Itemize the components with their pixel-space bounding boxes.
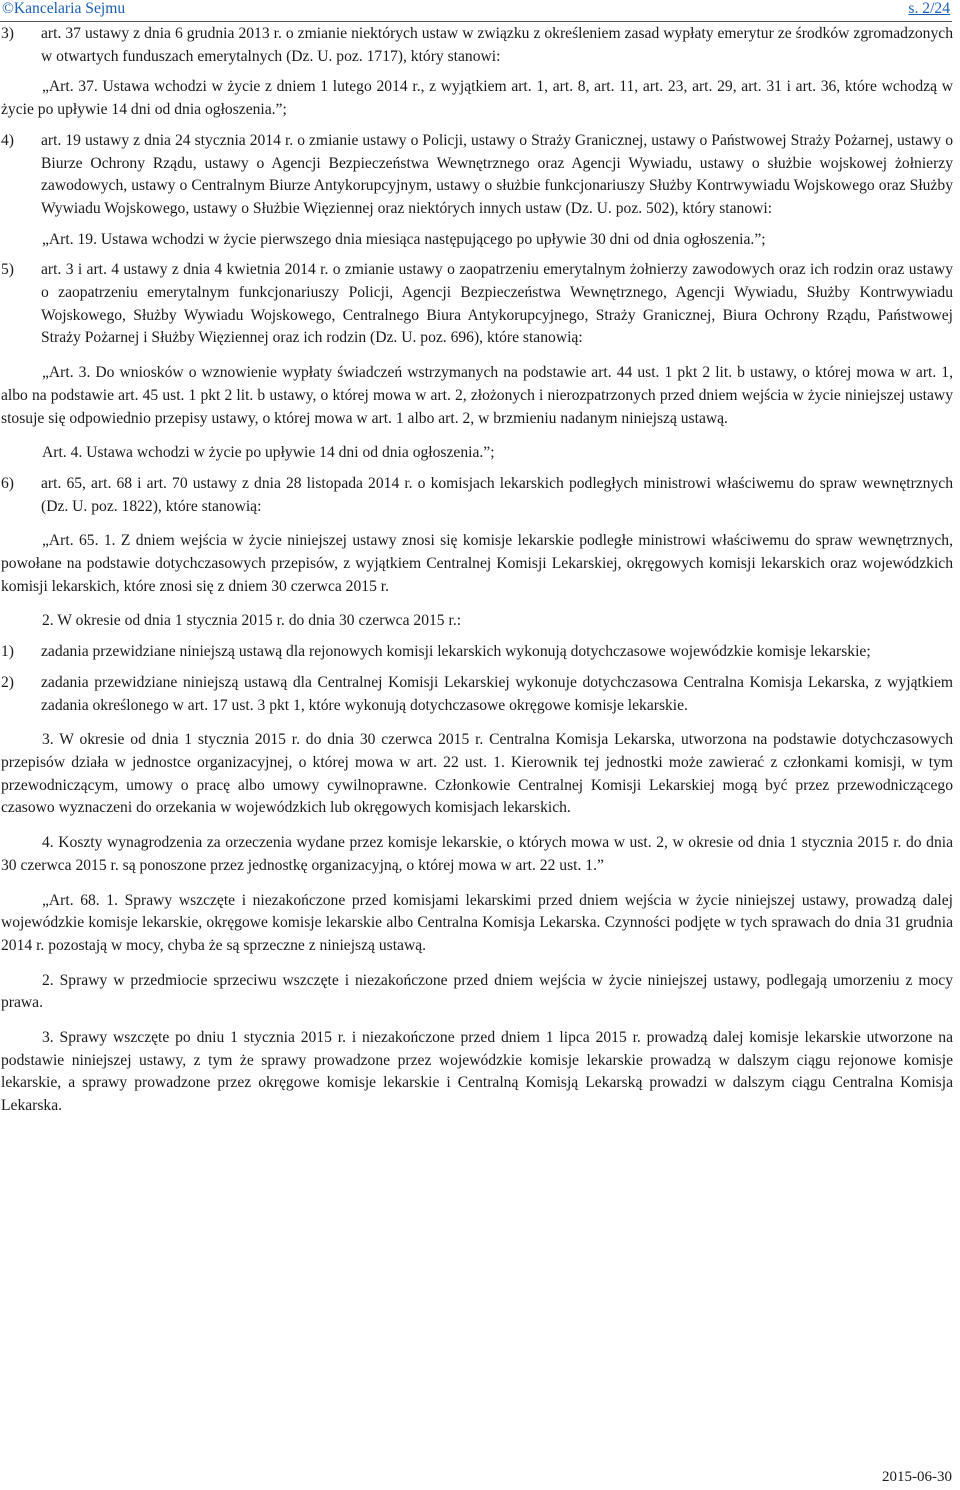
article-paragraph: 4. Koszty wynagrodzenia za orzeczenia wydane przez komisje lekarskie, o których mowa w ust. 2, w okresie od dnia 1 stycznia 2015 r. do dnia 30 czerwca 2015 r. są ponoszone przez jednostkę organizacyjną, o której mowa w art. 22 ust. 1.”: [1, 834, 953, 874]
item-number: 5): [1, 261, 14, 279]
document-date: 2015-06-30: [882, 1469, 952, 1485]
item-number: 3): [1, 25, 14, 42]
point-1: [1, 641, 953, 664]
item-number: 6): [1, 474, 14, 492]
item-text: art. 65, art. 68 i art. 70 ustawy z dnia 28 listopada 2014 r. o komisjach lekarskich podległych ministrowi właściwemu do spraw wewnętrznych (Dz. U. poz. 1822), które stanowią:: [41, 474, 953, 515]
item-number: 4): [1, 131, 14, 149]
point-text: zadania przewidziane niniejszą ustawą dla rejonowych komisji lekarskich wykonują dotychczasowe wojewódzkie komisje lekarskie;: [41, 643, 871, 661]
article-paragraph: 3. Sprawy wszczęte po dniu 1 stycznia 2015 r. i niezakończone przed dniem 1 lipca 2015 r. prowadzą dalej komisje lekarskie utworzone na podstawie niniejszej ustawy, z tym że sprawy prowadzone przez wojewódzkie komisje lekarskie prowadzą w dalszym ciągu rejonowe komisje lekarskie, a sprawy prowadzone przez okręgowe komisje lekarskie i Centralną Komisją Lekarską prowadzi w dalszym ciągu Centralna Komisja Lekarska.: [1, 1029, 953, 1115]
quoted-article: „Art. 68. 1. Sprawy wszczęte i niezakończone przed komisjami lekarskimi przed dniem wejścia w życie niniejszej ustawy, prowadzą dalej wojewódzkie komisje lekarskie, okręgowe komisje lekarskie albo Centralna Komisja Lekarska. Czynności podjęte w tych sprawach do dnia 31 grudnia 2014 r. pozostają w mocy, chyba że są sprzeczne z niniejszą ustawą.: [1, 891, 953, 954]
point-number: 1): [1, 643, 14, 661]
page-number: s. 2/24: [908, 0, 950, 17]
point-text: zadania przewidziane niniejszą ustawą dla Centralnej Komisji Lekarskiej wykonuje dotychczasowa Centralna Komisja Lekarska, z wyjątkiem zadania określonego w art. 17 ust. 3 pkt 1, które wykonują dotychczasowe okręgowe komisje lekarskie.: [41, 673, 953, 714]
item-text: art. 19 ustawy z dnia 24 stycznia 2014 r. o zmianie ustawy o Policji, ustawy o Straży Granicznej, ustawy o Państwowej Straży Pożarnej, ustawy o Biurze Ochrony Rządu, ustawy o Agencji Bezpieczeństwa Wewnętrznego oraz Agencji Wywiadu, ustawy o służbie wojskowej żołnierzy zawodowych, ustawy o Centralnym Biurze Antykorupcyjnym, ustawy o służbie funkcjonariuszy Służby Kontrwywiadu Wojskowego oraz Służby Wywiadu Wojskowego, ustawy o Służbie Więziennej oraz niektórych innych ustaw (Dz. U. poz. 502), który stanowi:: [41, 131, 953, 217]
quoted-article: „Art. 65. 1. Z dniem wejścia w życie niniejszej ustawy znosi się komisje lekarskie podległe ministrowi właściwemu do spraw wewnętrznych, powołane na podstawie dotychczasowych przepisów, z wyjątkiem Centralnej Komisji Lekarskiej, okręgowych komisji lekarskich oraz wojewódzkich komisji lekarskich, które znosi się z dniem 30 czerwca 2015 r.: [1, 532, 953, 595]
quoted-article: „Art. 3. Do wniosków o wznowienie wypłaty świadczeń wstrzymanych na podstawie art. 44 ust. 1 pkt 2 lit. b ustawy, o której mowa w art. 1, albo na podstawie art. 45 ust. 1 pkt 2 lit. b ustawy, o której mowa w art. 2, złożonych i nierozpatrzonych przed dniem wejścia w życie niniejszej ustawy stosuje się odpowiednio przepisy ustawy, o której mowa w art. 1 albo art. 2, w brzmieniu nadanym niniejszą ustawą.: [1, 364, 953, 427]
publisher-label: ©Kancelaria Sejmu: [2, 0, 126, 17]
list-item-3: [1, 23, 953, 68]
article-paragraph: 2. Sprawy w przedmiocie sprzeciwu wszczęte i niezakończone przed dniem wejścia w życie niniejszej ustawy, podlegają umorzeniu z mocy prawa.: [1, 971, 953, 1012]
quoted-article: „Art. 19. Ustawa wchodzi w życie pierwszego dnia miesiąca następującego po upływie 30 dni od dnia ogłoszenia.”;: [42, 230, 766, 248]
item-text: art. 37 ustawy z dnia 6 grudnia 2013 r. o zmianie niektórych ustaw w związku z określeniem zasad wypłaty emerytur ze środków zgromadzonych w otwartych funduszach emerytalnych (Dz. U. poz. 1717), który stanowi:: [41, 25, 953, 65]
article-paragraph: 3. W okresie od dnia 1 stycznia 2015 r. do dnia 30 czerwca 2015 r. Centralna Komisja Lekarska, utworzona na podstawie dotychczasowych przepisów działa w jednostce organizacyjnej, o której mowa w art. 22 ust. 1. Kierownik tej jednostki może zawierać z członkami komisji, w tym przewodniczącym, umowy o pracę albo umowy cywilnoprawne. Członkowie Centralnej Komisji Lekarskiej mogą być przez przewodniczącego czasowo wyznaczeni do orzekania w wojewódzkich lub okręgowych komisjach lekarskich.: [1, 731, 953, 817]
quoted-article: Art. 4. Ustawa wchodzi w życie po upływie 14 dni od dnia ogłoszenia.”;: [42, 444, 495, 462]
item-text: art. 3 i art. 4 ustawy z dnia 4 kwietnia 2014 r. o zmianie ustawy o zaopatrzeniu emerytalnym żołnierzy zawodowych oraz ich rodzin oraz ustawy o zaopatrzeniu emerytalnym funkcjonariuszy Policji, Agencji Bezpieczeństwa Wewnętrznego, Agencji Wywiadu, Służby Kontrwywiadu Wojskowego, Służby Wywiadu Wojskowego, Centralnego Biura Antykorupcyjnego, Straży Granicznej, Biura Ochrony Rządu, Państwowej Straży Pożarnej i Służby Więziennej oraz ich rodzin (Dz. U. poz. 696), które stanowią:: [41, 261, 953, 347]
document-body: [1, 23, 953, 1118]
list-item-4: [1, 130, 953, 221]
quoted-article: „Art. 37. Ustawa wchodzi w życie z dniem 1 lutego 2014 r., z wyjątkiem art. 1, art. 8, art. 11, art. 23, art. 29, art. 31 i art. 36, które wchodzą w życie po upływie 14 dni od dnia ogłoszenia.”;: [1, 78, 953, 119]
point-2: [1, 672, 953, 717]
point-number: 2): [1, 673, 14, 691]
list-item-5: [1, 259, 953, 350]
article-paragraph: 2. W okresie od dnia 1 stycznia 2015 r. do dnia 30 czerwca 2015 r.:: [42, 612, 462, 630]
list-item-6: [1, 473, 953, 518]
page-header: [0, 0, 952, 22]
